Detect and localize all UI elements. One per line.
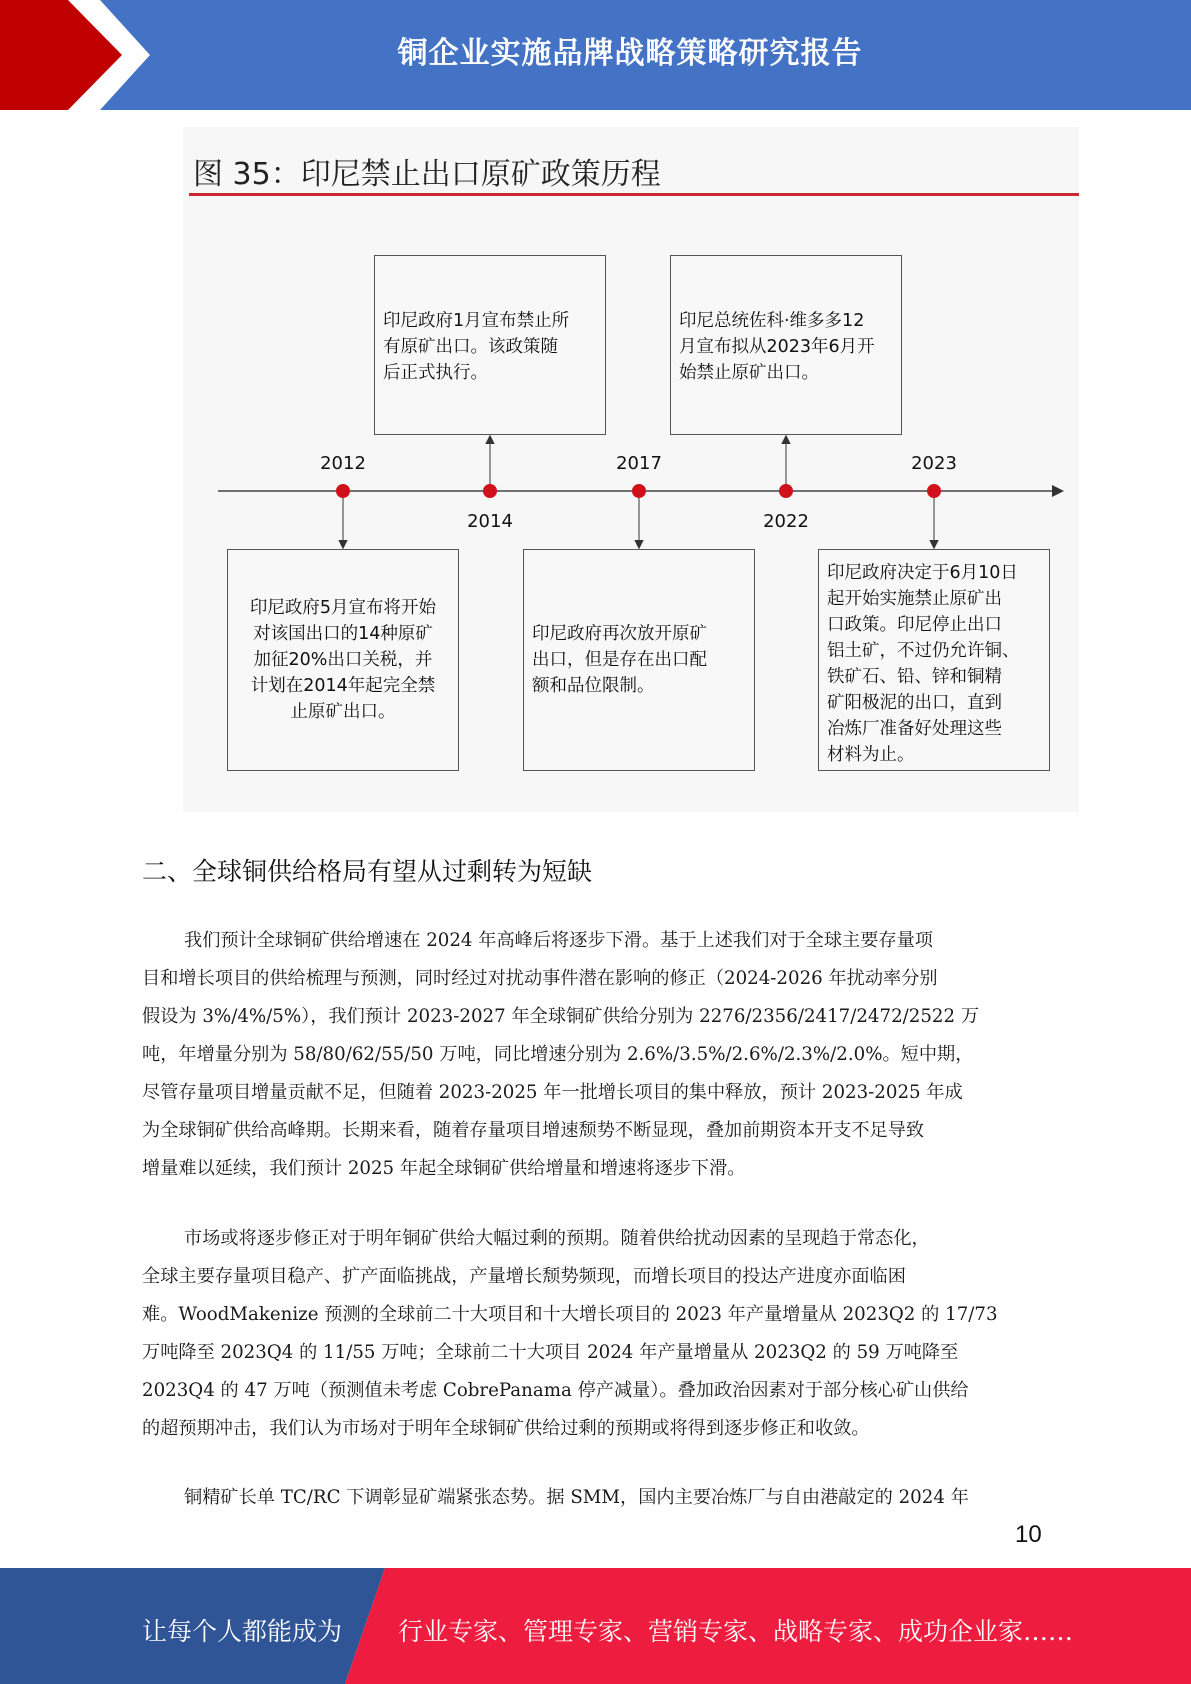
event-line: 出口，但是存在出口配 <box>532 650 707 670</box>
paragraph-line: 为全球铜矿供给高峰期。长期来看，随着存量项目增速颓势不断显现，叠加前期资本开支不足导致 <box>142 1120 925 1141</box>
page-footer <box>0 1568 1191 1684</box>
paragraph-line: 2023Q4 的 47 万吨（预测值未考虑 CobrePanama 停产减量）。叠加政治因素对于部分核心矿山供给 <box>142 1380 969 1401</box>
paragraph-line: 全球主要存量项目稳产、扩产面临挑战，产量增长颓势频现，而增长项目的投达产进度亦面临困 <box>142 1266 906 1287</box>
paragraph-line: 目和增长项目的供给梳理与预测，同时经过对扰动事件潜在影响的修正（2024-2026 年扰动率分别 <box>142 968 938 989</box>
year-label-2014: 2014 <box>467 511 513 532</box>
paragraph-line: 铜精矿长单 TC/RC 下调彰显矿端紧张态势。据 SMM，国内主要冶炼厂与自由港敲定的 2024 年 <box>184 1487 969 1508</box>
header-chevron-decoration <box>0 0 160 110</box>
page-number: 10 <box>1015 1521 1042 1548</box>
event-line: 矿阳极泥的出口，直到 <box>827 693 1002 713</box>
body-paragraph-3 <box>142 1479 1047 1517</box>
paragraph-line: 的超预期冲击，我们认为市场对于明年全球铜矿供给过剩的预期或将得到逐步修正和收敛。 <box>142 1418 870 1439</box>
timeline-dot-2014 <box>483 484 497 498</box>
paragraph-line: 市场或将逐步修正对于明年铜矿供给大幅过剩的预期。随着供给扰动因素的呈现趋于常态化， <box>184 1228 930 1249</box>
paragraph-line: 增量难以延续，我们预计 2025 年起全球铜矿供给增量和增速将逐步下滑。 <box>142 1158 746 1179</box>
section-heading: 二、全球铜供给格局有望从过剩转为短缺 <box>142 857 593 886</box>
event-line: 印尼政府再次放开原矿 <box>532 624 707 644</box>
event-line: 起开始实施禁止原矿出 <box>827 589 1002 609</box>
footer-slogan-left: 让每个人都能成为 <box>142 1617 343 1646</box>
timeline-figure <box>183 127 1079 812</box>
footer-slogan-right: 行业专家、管理专家、营销专家、战略专家、成功企业家…… <box>398 1617 1074 1646</box>
paragraph-line: 难。WoodMakenize 预测的全球前二十大项目和十大增长项目的 2023 年产量增量从 2023Q2 的 17/73 <box>142 1304 998 1325</box>
event-line: 加征20%出口关税，并 <box>253 650 433 670</box>
year-label-2022: 2022 <box>763 511 809 532</box>
body-paragraph-2 <box>142 1220 1047 1448</box>
timeline-dot-2022 <box>779 484 793 498</box>
timeline-dot-2023 <box>927 484 941 498</box>
paragraph-line: 假设为 3%/4%/5%），我们预计 2023-2027 年全球铜矿供给分别为 2276/2356/2417/2472/2522 万 <box>142 1006 980 1027</box>
event-box-2022 <box>670 255 902 435</box>
timeline-dot-2012 <box>336 484 350 498</box>
figure-title: 图 35：印尼禁止出口原矿政策历程 <box>193 157 661 192</box>
event-line: 铝土矿，不过仍允许铜、 <box>827 641 1020 661</box>
event-line: 铁矿石、铅、锌和铜精 <box>827 667 1002 687</box>
event-box-2014 <box>374 255 606 435</box>
report-title: 铜企业实施品牌战略策略研究报告 <box>397 36 863 71</box>
event-line: 额和品位限制。 <box>532 676 655 696</box>
event-line: 材料为止。 <box>827 745 915 765</box>
paragraph-line: 吨，年增量分别为 58/80/62/55/50 万吨，同比增速分别为 2.6%/3.5%/2.6%/2.3%/2.0%。短中期， <box>142 1044 974 1065</box>
event-line: 印尼政府5月宣布将开始 <box>249 598 437 618</box>
event-line: 止原矿出口。 <box>290 702 396 722</box>
event-line: 始禁止原矿出口。 <box>679 363 819 383</box>
event-line: 计划在2014年起完全禁 <box>250 676 436 696</box>
timeline-dot-2017 <box>632 484 646 498</box>
event-box-2012 <box>227 549 459 771</box>
paragraph-line: 尽管存量项目增量贡献不足，但随着 2023-2025 年一批增长项目的集中释放，预计 2023-2025 年成 <box>142 1082 963 1103</box>
event-line: 印尼政府决定于6月10日 <box>827 563 1018 583</box>
year-label-2012: 2012 <box>320 453 366 474</box>
year-label-2023: 2023 <box>911 453 957 474</box>
event-line: 印尼总统佐科·维多多12 <box>679 311 865 331</box>
paragraph-line: 我们预计全球铜矿供给增速在 2024 年高峰后将逐步下滑。基于上述我们对于全球主要存量项 <box>184 930 933 951</box>
body-paragraph-1 <box>142 922 1047 1188</box>
event-line: 有原矿出口。该政策随 <box>383 337 558 357</box>
event-line: 后正式执行。 <box>383 363 488 383</box>
year-label-2017: 2017 <box>616 453 662 474</box>
event-line: 印尼政府1月宣布禁止所 <box>383 311 570 331</box>
event-line: 口政策。印尼停止出口 <box>827 615 1002 635</box>
event-line: 月宣布拟从2023年6月开 <box>679 337 875 357</box>
event-line: 冶炼厂准备好处理这些 <box>827 719 1002 739</box>
page-header <box>0 0 1191 110</box>
paragraph-line: 万吨降至 2023Q4 的 11/55 万吨；全球前二十大项目 2024 年产量增量从 2023Q2 的 59 万吨降至 <box>142 1342 959 1363</box>
event-box-2023 <box>818 549 1050 771</box>
event-box-2017 <box>523 549 755 771</box>
event-line: 对该国出口的14种原矿 <box>253 624 433 644</box>
